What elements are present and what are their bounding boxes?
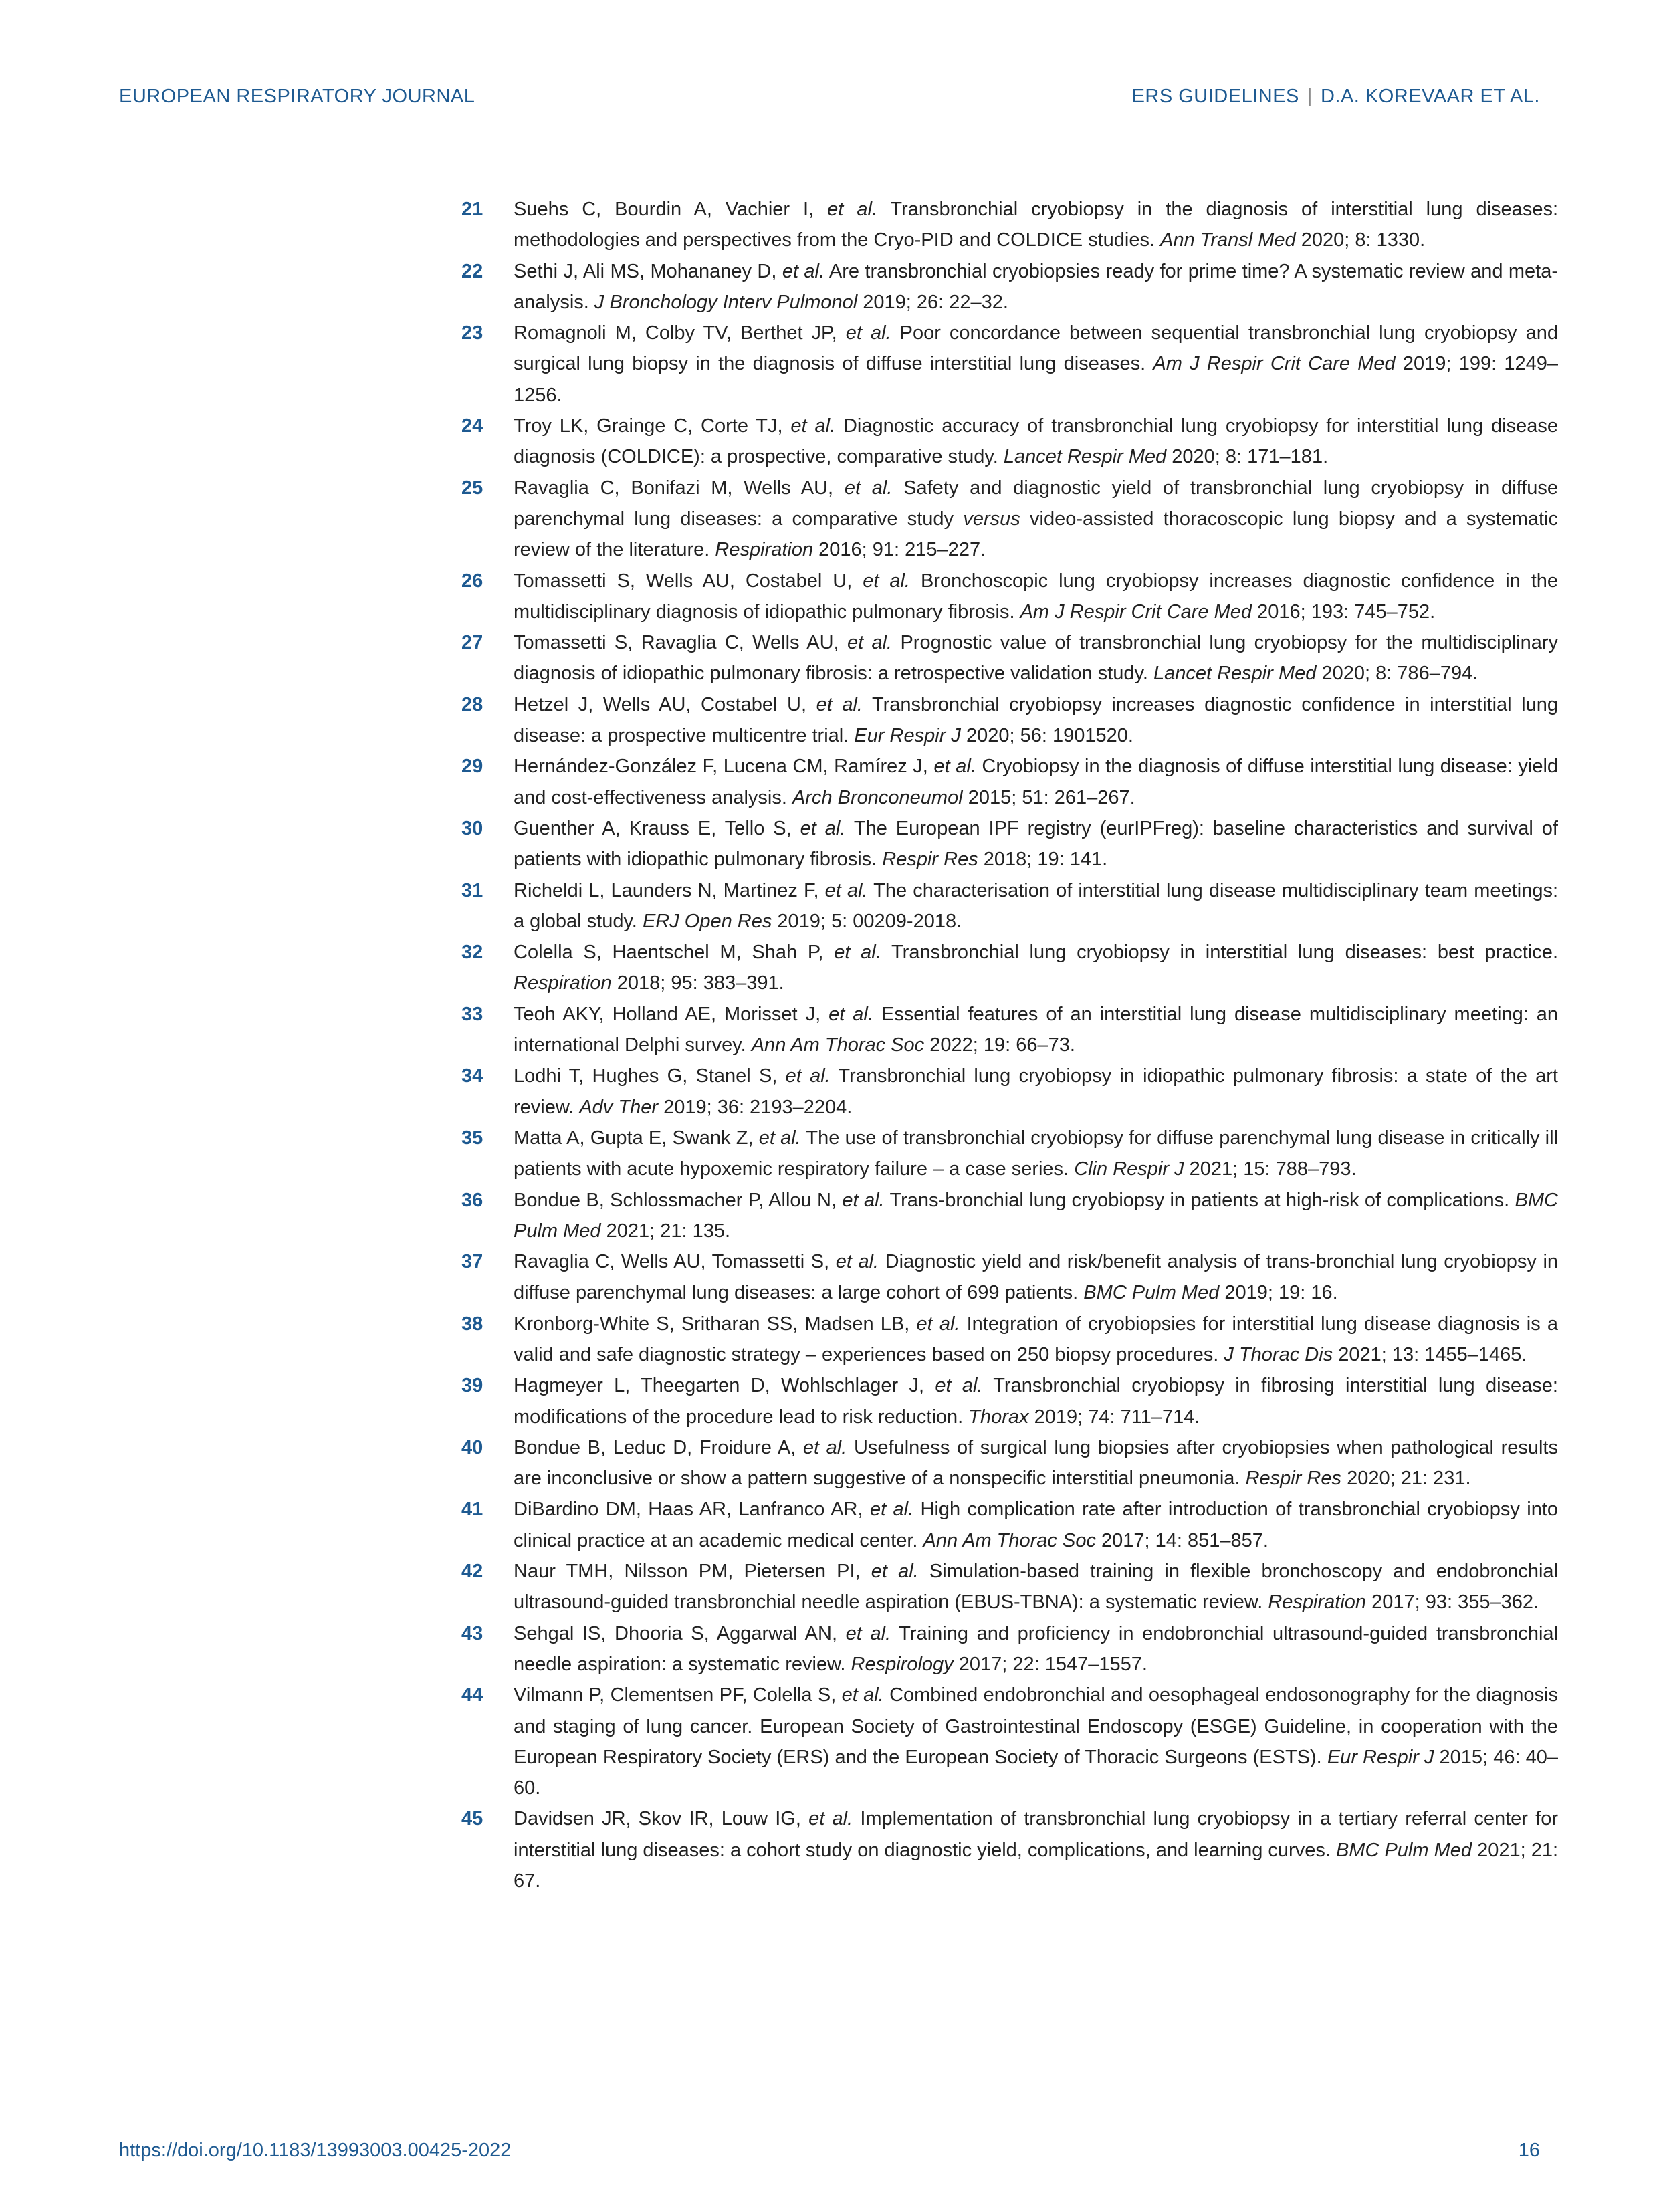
reference-title-part-a: Safety and diagnostic yield of transbronchial lung cryobiopsy in diffuse parenchymal lung diseases: a comparative study [514, 477, 1558, 530]
reference-details: 2020; 56: 1901520. [966, 725, 1133, 747]
reference-item [461, 1246, 1558, 1309]
reference-authors: Tomassetti S, Ravaglia C, Wells AU, [514, 632, 839, 654]
reference-etal: et al. [808, 1808, 853, 1830]
reference-details: 2016; 91: 215–227. [818, 539, 986, 561]
reference-number: 21 [461, 199, 483, 220]
reference-etal: et al. [844, 477, 893, 499]
reference-journal: Respir Res [882, 849, 978, 871]
reference-details: 2021; 15: 788–793. [1189, 1158, 1357, 1180]
reference-authors: Guenther A, Krauss E, Tello S, [514, 817, 792, 839]
reference-details: 2022; 19: 66–73. [929, 1034, 1075, 1057]
reference-etal: et al. [916, 1313, 960, 1335]
reference-item [461, 1123, 1558, 1185]
reference-etal: et al. [869, 1499, 914, 1521]
reference-etal: et al. [802, 1436, 847, 1458]
reference-journal: Eur Respir J [1327, 1746, 1434, 1768]
reference-title-part-b: video-assisted thoracoscopic lung biopsy and a systematic review of the literature. [514, 508, 1558, 561]
reference-number: 39 [461, 1375, 483, 1397]
reference-number: 36 [461, 1189, 483, 1211]
reference-title: Training and proficiency in endobronchial ultrasound-guided transbronchial needle aspiration: a systematic review. [514, 1622, 1558, 1675]
reference-item [461, 937, 1558, 999]
reference-authors: Hagmeyer L, Theegarten D, Wohlschlager J, [514, 1375, 925, 1397]
running-authors: D.A. KOREVAAR ET AL. [1320, 86, 1540, 107]
reference-journal: Clin Respir J [1074, 1158, 1184, 1180]
reference-authors: Ravaglia C, Bonifazi M, Wells AU, [514, 477, 834, 499]
reference-journal: Ann Am Thorac Soc [751, 1034, 925, 1057]
reference-authors: Troy LK, Grainge C, Corte TJ, [514, 415, 783, 437]
reference-item [461, 566, 1558, 628]
reference-authors: Suehs C, Bourdin A, Vachier I, [514, 199, 814, 220]
reference-etal: et al. [842, 1189, 885, 1211]
reference-details: 2020; 8: 786–794. [1321, 663, 1478, 685]
reference-authors: Bondue B, Schlossmacher P, Allou N, [514, 1189, 837, 1211]
reference-item [461, 999, 1558, 1061]
reference-title: Transbronchial cryobiopsy increases diagnostic confidence in interstitial lung disease: a prospective multicentre trial. [514, 693, 1558, 747]
reference-authors: Naur TMH, Nilsson PM, Pietersen PI, [514, 1561, 861, 1583]
reference-authors: Kronborg-White S, Sritharan SS, Madsen LB, [514, 1313, 910, 1335]
page-number: 16 [1518, 2140, 1540, 2161]
reference-journal: Am J Respir Crit Care Med [1020, 600, 1252, 623]
reference-journal: Ann Transl Med [1160, 229, 1296, 251]
reference-details: 2021; 13: 1455–1465. [1338, 1343, 1527, 1365]
reference-details: 2017; 22: 1547–1557. [958, 1653, 1147, 1675]
reference-details: 2018; 19: 141. [983, 849, 1108, 871]
reference-number: 33 [461, 1003, 483, 1025]
reference-details: 2021; 21: 67. [514, 1839, 1559, 1892]
reference-journal: Respiration [715, 539, 814, 561]
reference-details: 2019; 5: 00209-2018. [777, 910, 962, 932]
reference-title: Simulation-based training in flexible bronchoscopy and endobronchial ultrasound-guided transbronchial needle aspiration (EBUS-TBNA): a systematic review. [514, 1561, 1559, 1614]
reference-number: 38 [461, 1313, 483, 1335]
reference-item [461, 689, 1558, 752]
reference-number: 42 [461, 1561, 483, 1583]
reference-details: 2020; 8: 171–181. [1172, 446, 1329, 468]
reference-details: 2016; 193: 745–752. [1257, 600, 1436, 623]
reference-title: Transbronchial cryobiopsy in fibrosing interstitial lung disease: modifications of the procedure lead to risk reduction. [514, 1375, 1558, 1428]
doi-link[interactable]: https://doi.org/10.1183/13993003.00425-2022 [119, 2140, 512, 2161]
reference-number: 40 [461, 1436, 483, 1458]
reference-etal: et al. [933, 756, 976, 778]
reference-etal: et al. [782, 260, 825, 282]
reference-item [461, 256, 1558, 318]
reference-etal: et al. [871, 1561, 919, 1583]
reference-etal: et al. [841, 1684, 884, 1706]
reference-authors: Richeldi L, Launders N, Martinez F, [514, 879, 819, 901]
reference-journal: Respir Res [1245, 1468, 1341, 1490]
reference-title: The characterisation of interstitial lung disease multidisciplinary team meetings: a global study. [514, 879, 1559, 932]
reference-etal: et al. [800, 817, 846, 839]
reference-authors: Romagnoli M, Colby TV, Berthet JP, [514, 322, 837, 344]
reference-number: 30 [461, 817, 483, 839]
reference-item [461, 813, 1558, 875]
journal-name: EUROPEAN RESPIRATORY JOURNAL [119, 86, 475, 107]
reference-journal: BMC Pulm Med [1083, 1282, 1220, 1304]
reference-item [461, 473, 1558, 566]
reference-title: The use of transbronchial cryobiopsy for diffuse parenchymal lung disease in critically ill patients with acute hypoxemic respiratory failure – a case series. [514, 1127, 1558, 1180]
reference-details: 2015; 46: 40–60. [514, 1746, 1558, 1799]
reference-number: 37 [461, 1251, 483, 1273]
reference-number: 43 [461, 1622, 483, 1644]
reference-title: Transbronchial lung cryobiopsy in interstitial lung diseases: best practice. [891, 942, 1558, 964]
reference-authors: Vilmann P, Clementsen PF, Colella S, [514, 1684, 837, 1706]
reference-etal: et al. [847, 632, 893, 654]
reference-journal: J Thorac Dis [1224, 1343, 1333, 1365]
reference-authors: Tomassetti S, Wells AU, Costabel U, [514, 570, 853, 592]
reference-number: 23 [461, 322, 483, 344]
reference-etal: et al. [845, 322, 891, 344]
reference-details: 2020; 21: 231. [1347, 1468, 1471, 1490]
reference-etal: et al. [863, 570, 910, 592]
reference-journal: Respiration [1268, 1591, 1367, 1614]
reference-authors: Matta A, Gupta E, Swank Z, [514, 1127, 754, 1149]
reference-journal: Respiration [514, 972, 612, 994]
reference-item [461, 1803, 1558, 1896]
reference-number: 28 [461, 693, 483, 715]
reference-number: 22 [461, 260, 483, 282]
reference-etal: et al. [835, 1251, 879, 1273]
reference-journal: Arch Bronconeumol [792, 786, 963, 808]
reference-authors: Bondue B, Leduc D, Froidure A, [514, 1436, 796, 1458]
reference-number: 41 [461, 1499, 483, 1521]
reference-title: Usefulness of surgical lung biopsies after cryobiopsies when pathological results are inconclusive or show a pattern suggestive of a nonspecific interstitial pneumonia. [514, 1436, 1558, 1490]
reference-item [461, 1370, 1558, 1432]
reference-authors: Teoh AKY, Holland AE, Morisset J, [514, 1003, 821, 1025]
reference-etal: et al. [828, 1003, 873, 1025]
reference-journal: Lancet Respir Med [1153, 663, 1317, 685]
reference-number: 29 [461, 756, 483, 778]
reference-journal: Am J Respir Crit Care Med [1153, 353, 1396, 375]
reference-title: Poor concordance between sequential transbronchial lung cryobiopsy and surgical lung biopsy in the diagnosis of diffuse interstitial lung diseases. [514, 322, 1558, 375]
reference-journal: Eur Respir J [854, 725, 961, 747]
reference-details: 2021; 21: 135. [606, 1220, 731, 1242]
reference-title: Diagnostic accuracy of transbronchial lung cryobiopsy for interstitial lung disease diagnosis (COLDICE): a prospective, comparative study. [514, 415, 1558, 468]
reference-authors: Hernández-González F, Lucena CM, Ramírez J, [514, 756, 928, 778]
reference-authors: DiBardino DM, Haas AR, Lanfranco AR, [514, 1499, 863, 1521]
reference-item [461, 411, 1558, 473]
reference-number: 25 [461, 477, 483, 499]
reference-number: 45 [461, 1808, 483, 1830]
reference-etal: et al. [834, 942, 881, 964]
reference-journal: Adv Ther [579, 1096, 658, 1118]
reference-details: 2020; 8: 1330. [1301, 229, 1426, 251]
reference-title: Transbronchial cryobiopsy in the diagnosis of interstitial lung diseases: methodologies and perspectives from the Cryo-PID and COLDICE studies. [514, 199, 1558, 251]
reference-title: High complication rate after introduction of transbronchial cryobiopsy into clinical practice at an academic medical center. [514, 1499, 1559, 1551]
reference-item [461, 1556, 1558, 1618]
reference-details: 2018; 95: 383–391. [617, 972, 784, 994]
reference-title: Prognostic value of transbronchial lung cryobiopsy for the multidisciplinary diagnosis of idiopathic pulmonary fibrosis: a retrospective validation study. [514, 632, 1559, 685]
header-separator: | [1307, 86, 1313, 107]
reference-list [461, 194, 1558, 1896]
reference-details: 2019; 19: 16. [1224, 1282, 1338, 1304]
reference-title: Trans-bronchial lung cryobiopsy in patients at high-risk of complications. [889, 1189, 1510, 1211]
reference-details: 2017; 14: 851–857. [1101, 1529, 1268, 1551]
reference-authors: Colella S, Haentschel M, Shah P, [514, 942, 824, 964]
reference-title: Essential features of an interstitial lung disease multidisciplinary meeting: an international Delphi survey. [514, 1003, 1559, 1057]
reference-authors: Hetzel J, Wells AU, Costabel U, [514, 693, 807, 715]
reference-journal: J Bronchology Interv Pulmonol [594, 291, 858, 313]
reference-title: Are transbronchial cryobiopsies ready for prime time? A systematic review and meta-analysis. [514, 260, 1558, 313]
reference-details: 2019; 74: 711–714. [1034, 1406, 1200, 1428]
reference-etal: et al. [758, 1127, 801, 1149]
reference-item [461, 627, 1558, 689]
reference-journal: ERJ Open Res [642, 910, 772, 932]
reference-authors: Lodhi T, Hughes G, Stanel S, [514, 1065, 778, 1087]
reference-journal: Respirology [851, 1653, 954, 1675]
reference-item [461, 1432, 1558, 1495]
reference-etal: et al. [790, 415, 836, 437]
running-head [1132, 86, 1540, 108]
reference-number: 44 [461, 1684, 483, 1706]
reference-item [461, 1494, 1558, 1556]
reference-item [461, 1061, 1558, 1123]
reference-journal: Thorax [968, 1406, 1029, 1428]
reference-item [461, 751, 1558, 813]
reference-journal: BMC Pulm Med [514, 1189, 1558, 1242]
reference-title: Integration of cryobiopsies for interstitial lung disease diagnosis is a valid and safe diagnostic strategy – experiences based on 250 biopsy procedures. [514, 1313, 1559, 1365]
reference-authors: Sethi J, Ali MS, Mohananey D, [514, 260, 777, 282]
reference-etal: et al. [935, 1375, 983, 1397]
reference-number: 35 [461, 1127, 483, 1149]
reference-etal: et al. [816, 693, 863, 715]
reference-etal: et al. [785, 1065, 831, 1087]
reference-etal: et al. [824, 879, 868, 901]
reference-details: 2017; 93: 355–362. [1371, 1591, 1539, 1614]
reference-details: 2015; 51: 261–267. [968, 786, 1135, 808]
reference-item [461, 1680, 1558, 1803]
reference-journal: BMC Pulm Med [1335, 1839, 1472, 1861]
reference-number: 32 [461, 942, 483, 964]
reference-authors: Ravaglia C, Wells AU, Tomassetti S, [514, 1251, 830, 1273]
reference-title: Cryobiopsy in the diagnosis of diffuse interstitial lung disease: yield and cost-effectiveness analysis. [514, 756, 1559, 808]
reference-title: Implementation of transbronchial lung cryobiopsy in a tertiary referral center for interstitial lung diseases: a cohort study on diagnostic yield, complications, and learning curves. [514, 1808, 1558, 1861]
reference-authors: Sehgal IS, Dhooria S, Aggarwal AN, [514, 1622, 838, 1644]
reference-etal: et al. [827, 199, 877, 220]
reference-journal: Lancet Respir Med [1003, 446, 1167, 468]
reference-number: 24 [461, 415, 483, 437]
section-label: ERS GUIDELINES [1131, 86, 1299, 107]
reference-title: Combined endobronchial and oesophageal endosonography for the diagnosis and staging of lung cancer. European Society of Gastrointestinal Endoscopy (ESGE) Guideline, in cooperation with the European Respiratory Society (ERS) and the European Society of Thoracic Surgeons (ESTS). [514, 1684, 1558, 1768]
reference-etal: et al. [845, 1622, 891, 1644]
reference-item [461, 1618, 1558, 1680]
reference-journal: Ann Am Thorac Soc [923, 1529, 1096, 1551]
reference-title: The European IPF registry (eurIPFreg): baseline characteristics and survival of patients with idiopathic pulmonary fibrosis. [514, 817, 1558, 871]
reference-item [461, 318, 1558, 411]
reference-number: 31 [461, 879, 483, 901]
reference-number: 27 [461, 632, 483, 654]
reference-number: 34 [461, 1065, 483, 1087]
reference-details: 2019; 36: 2193–2204. [663, 1096, 853, 1118]
reference-item [461, 1185, 1558, 1247]
reference-title-italic: versus [963, 508, 1020, 530]
reference-item [461, 194, 1558, 256]
reference-authors: Davidsen JR, Skov IR, Louw IG, [514, 1808, 801, 1830]
reference-item [461, 875, 1558, 937]
reference-title: Diagnostic yield and risk/benefit analysis of trans-bronchial lung cryobiopsy in diffuse parenchymal lung diseases: a large cohort of 699 patients. [514, 1251, 1559, 1304]
reference-title: Transbronchial lung cryobiopsy in idiopathic pulmonary fibrosis: a state of the art review. [514, 1065, 1558, 1118]
reference-details: 2019; 26: 22–32. [863, 291, 1008, 313]
reference-item [461, 1309, 1558, 1371]
reference-title: Bronchoscopic lung cryobiopsy increases diagnostic confidence in the multidisciplinary diagnosis of idiopathic pulmonary fibrosis. [514, 570, 1559, 623]
reference-number: 26 [461, 570, 483, 592]
reference-details: 2019; 199: 1249–1256. [514, 353, 1559, 406]
